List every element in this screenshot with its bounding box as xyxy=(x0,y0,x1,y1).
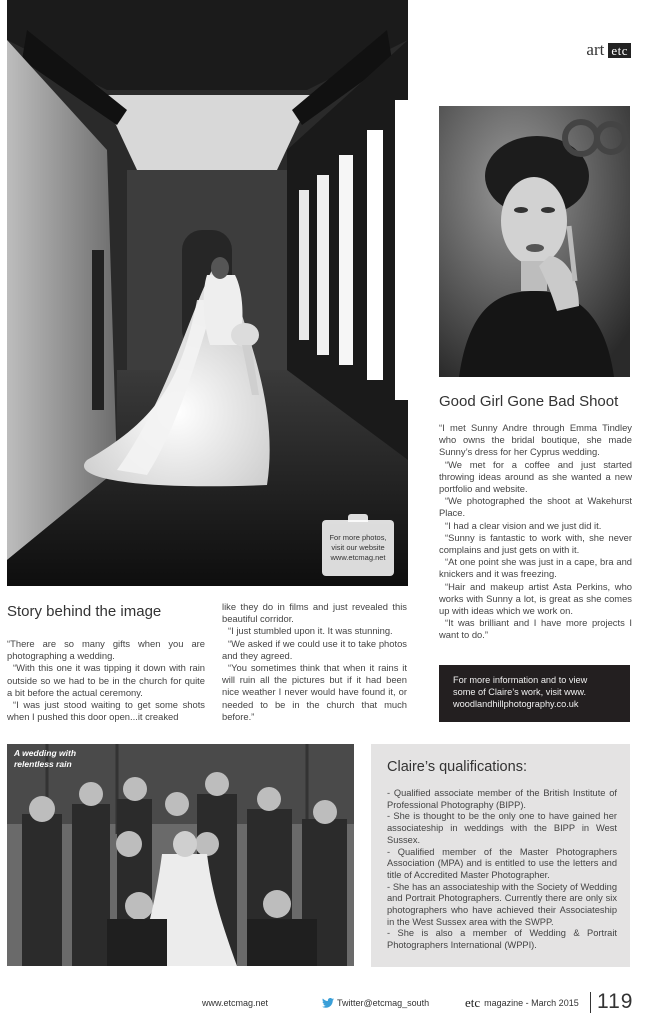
issue-date: magazine - March 2015 xyxy=(484,998,579,1008)
paragraph: like they do in films and just revealed this beautiful corridor. xyxy=(222,601,407,625)
story-column-2 xyxy=(222,601,407,723)
paragraph: “I was just stood waiting to get some shots when I pushed this door open...it creaked xyxy=(7,699,205,723)
info-line: For more information and to view xyxy=(453,675,588,685)
story-title: Story behind the image xyxy=(7,603,162,620)
footer-brand-logo: etc xyxy=(465,995,481,1010)
photo-website-note xyxy=(322,520,394,576)
qualifications-title: Claire’s qualifications: xyxy=(387,759,527,775)
brand-logo: etc xyxy=(608,43,631,58)
info-link[interactable]: woodlandhillphotography.co.uk xyxy=(453,699,579,709)
section-label: art xyxy=(586,40,605,59)
portrait-photo xyxy=(439,106,630,377)
section-tag xyxy=(586,40,631,60)
paragraph: “At one point she was just in a cape, bra and knickers and it was freezing. xyxy=(439,556,632,580)
qualifications-box xyxy=(371,744,630,967)
wedding-group-photo xyxy=(7,744,354,966)
gggb-title: Good Girl Gone Bad Shoot xyxy=(439,393,619,410)
list-item: - She is thought to be the only one to have gained her associateship in weddings with the BIPP in West Sussex. xyxy=(387,811,617,845)
paragraph: “We asked if we could use it to take photos and they agreed. xyxy=(222,637,407,661)
page-number: 119 xyxy=(597,990,634,1013)
photo-note-line: For more photos, xyxy=(329,533,387,542)
photo-note-line: www.etcmag.net xyxy=(330,553,386,562)
paragraph: “There are so many gifts when you are photographing a wedding. xyxy=(7,638,205,662)
twitter-handle: Twitter@etcmag_south xyxy=(337,998,430,1008)
photo-note-line: visit our website xyxy=(331,543,385,552)
footer-issue xyxy=(465,995,579,1011)
list-item: - Qualified associate member of the British Institute of Professional Photography (BIPP). xyxy=(387,788,617,810)
list-item: - She is also a member of Wedding & Portrait Photographers International (WPPI). xyxy=(387,928,617,951)
paragraph: “We photographed the shoot at Wakehurst Place. xyxy=(439,495,632,519)
qualifications-list xyxy=(387,788,617,952)
paragraph: “It was brilliant and I have more projects I want to do.” xyxy=(439,617,632,641)
footer-divider xyxy=(590,992,591,1013)
paragraph: “I met Sunny Andre through Emma Tindley who owns the bridal boutique, she made Sunny’s dress for her Cyprus wedding. xyxy=(439,422,632,458)
paragraph: “Hair and makeup artist Asta Perkins, who works with Sunny a lot, is great as she comes up with ideas which we work on. xyxy=(439,580,632,617)
list-item: - She has an associateship with the Society of Wedding and Portrait Photographers. Currently there are only six photographers who have achieved their Associateship in the West Sussex area with the SWPP. xyxy=(387,881,617,927)
group-photo-caption: A wedding with relentless rain xyxy=(14,748,77,769)
paragraph: “Sunny is fantastic to work with, she never complains and just gets on with it. xyxy=(439,531,632,556)
paragraph: “We met for a coffee and just started throwing ideas around as she wanted a new portfolio and website. xyxy=(439,458,632,495)
footer-website[interactable]: www.etcmag.net xyxy=(202,998,269,1008)
story-column-1 xyxy=(7,638,205,723)
paragraph: “With this one it was tipping it down with rain outside so we had to be in the church for quite a bit before the actual ceremony. xyxy=(7,662,205,698)
info-line: some of Claire’s work, visit www. xyxy=(453,687,587,697)
more-info-box xyxy=(439,665,630,722)
gggb-article xyxy=(439,422,632,642)
paragraph: “You sometimes think that when it rains it will ruin all the pictures but if it had been nice weather I never would have found it, or needed to be in the church that much before.” xyxy=(222,662,407,722)
twitter-bird-icon xyxy=(322,998,334,1008)
bride-corridor-photo xyxy=(7,0,408,586)
paragraph: “I just stumbled upon it. It was stunning. xyxy=(228,625,393,637)
list-item: - Qualified member of the Master Photographers Association (MPA) and is entitled to use the letters and title of Accredited Master Photographer. xyxy=(387,846,617,880)
footer-twitter[interactable] xyxy=(322,998,429,1008)
paragraph: “I had a clear vision and we just did it. xyxy=(445,519,602,531)
